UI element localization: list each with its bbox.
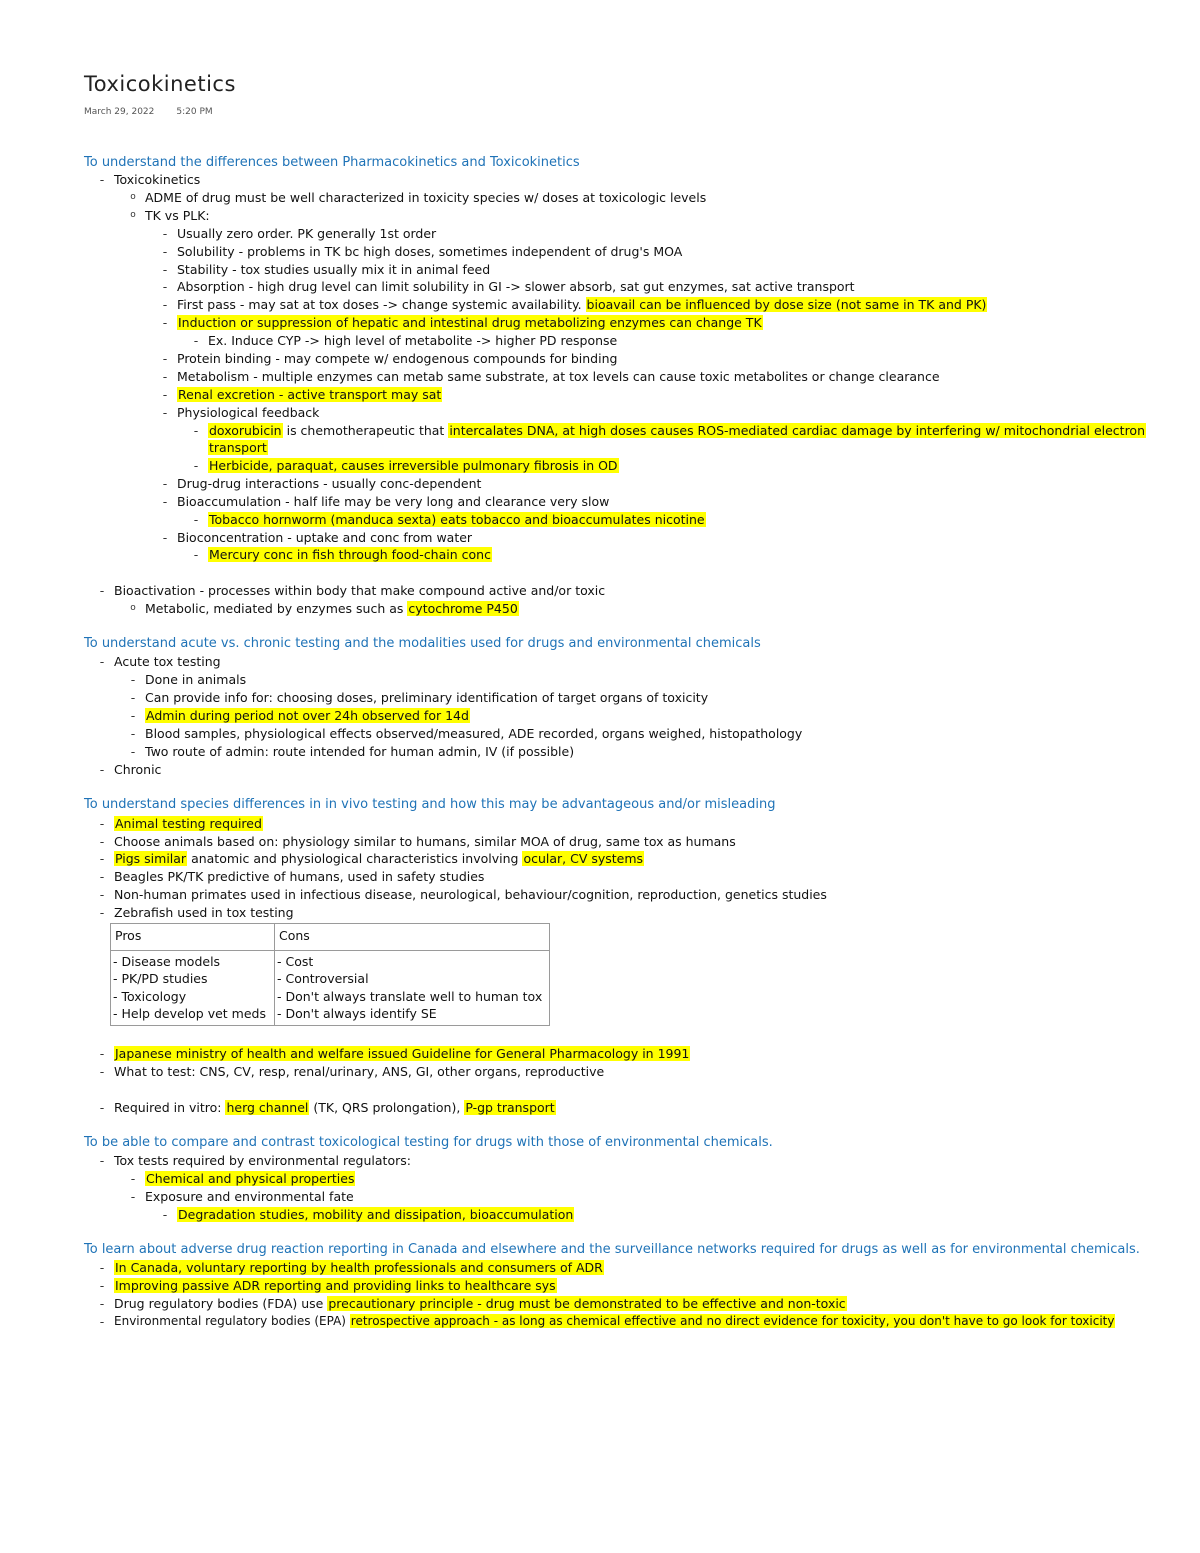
circle-bullet: o: [130, 210, 136, 220]
bullet: -: [99, 905, 105, 920]
pros-cell: [111, 950, 275, 1025]
list-item: Solubility - problems in TK bc high doses, sometimes independent of drug's MOA: [177, 244, 683, 259]
highlighted-text: Tobacco hornworm (manduca sexta) eats tobacco and bioaccumulates nicotine: [209, 512, 705, 527]
list-item: Tox tests required by environmental regulators:: [114, 1153, 411, 1168]
list-item: Acute tox testing: [114, 654, 221, 669]
cons-item: - Cost: [277, 953, 314, 969]
highlighted-text: precautionary principle - drug must be demonstrated to be effective and non-toxic: [328, 1296, 846, 1311]
section-heading-drugs-vs-environmental: To be able to compare and contrast toxicological testing for drugs with those of environmental chemicals.: [84, 1135, 773, 1150]
list-item: [114, 1259, 604, 1276]
list-item: [177, 386, 442, 403]
bullet: -: [99, 1314, 105, 1329]
highlighted-text: bioavail can be influenced by dose size (not same in TK and PK): [586, 297, 987, 312]
note-date: March 29, 2022: [84, 107, 155, 117]
highlighted-text: Admin during period not over 24h observed for 14d: [146, 708, 469, 723]
highlighted-text: Improving passive ADR reporting and providing links to healthcare sys: [115, 1278, 556, 1293]
bullet: -: [130, 1189, 136, 1204]
list-item: Physiological feedback: [177, 405, 320, 420]
list-item: Non-human primates used in infectious disease, neurological, behaviour/cognition, reproduction, genetics studies: [114, 887, 827, 902]
bullet: -: [162, 476, 168, 491]
list-item: [177, 296, 987, 313]
bullet: -: [162, 369, 168, 384]
list-item: Two route of admin: route intended for human admin, IV (if possible): [145, 744, 575, 759]
list-item: Drug-drug interactions - usually conc-dependent: [177, 476, 482, 491]
highlighted-text: intercalates DNA, at high doses causes ROS-mediated cardiac damage by interfering w/ mitochondrial electron: [449, 423, 1146, 438]
list-item-text: Metabolic, mediated by enzymes such as: [145, 601, 404, 616]
list-item: Protein binding - may compete w/ endogenous compounds for binding: [177, 351, 618, 366]
list-item: [114, 1295, 847, 1312]
note-timestamp: [84, 107, 213, 117]
bullet: -: [193, 333, 199, 348]
note-time: 5:20 PM: [176, 107, 213, 117]
bullet: -: [99, 851, 105, 866]
list-item: [177, 1206, 574, 1223]
list-item: Ex. Induce CYP -> high level of metabolite -> higher PD response: [208, 333, 618, 348]
bullet: -: [193, 423, 199, 438]
list-item-text: Drug regulatory bodies (FDA) use: [114, 1296, 324, 1311]
bullet: -: [193, 458, 199, 473]
page-title: Toxicokinetics: [84, 72, 236, 96]
pros-item: - Disease models: [113, 953, 221, 969]
highlighted-text: ocular, CV systems: [523, 851, 644, 866]
highlighted-text: Degradation studies, mobility and dissipation, bioaccumulation: [178, 1207, 574, 1222]
list-item: Absorption - high drug level can limit solubility in GI -> slower absorb, sat gut enzymes, sat active transport: [177, 279, 855, 294]
list-item: Zebrafish used in tox testing: [114, 905, 294, 920]
bullet: -: [162, 1207, 168, 1222]
list-item: [208, 546, 492, 563]
list-item: Blood samples, physiological effects observed/measured, ADE recorded, organs weighed, histopathology: [145, 726, 803, 741]
highlighted-text: Animal testing required: [115, 816, 262, 831]
list-item: [177, 314, 763, 331]
bullet: -: [130, 744, 136, 759]
section-heading-adr-reporting: To learn about adverse drug reaction reporting in Canada and elsewhere and the surveillance networks required for drugs as well as for environmental chemicals.: [84, 1242, 1140, 1257]
list-item: [114, 1277, 557, 1294]
list-item: ADME of drug must be well characterized in toxicity species w/ doses at toxicologic levels: [145, 190, 707, 205]
bullet: -: [99, 869, 105, 884]
bullet: -: [99, 583, 105, 598]
bullet: -: [99, 1064, 105, 1079]
highlighted-text: Mercury conc in fish through food-chain conc: [209, 547, 491, 562]
bullet: -: [99, 887, 105, 902]
list-item: [114, 1313, 1115, 1330]
bullet: -: [162, 226, 168, 241]
list-item-text: (TK, QRS prolongation),: [313, 1100, 461, 1115]
bullet: -: [99, 1046, 105, 1061]
list-item-text: Environmental regulatory bodies (EPA): [114, 1314, 346, 1328]
highlighted-text: retrospective approach - as long as chemical effective and no direct evidence for toxicity, you don't have to go look for toxicity: [350, 1314, 1115, 1328]
cons-item: - Controversial: [277, 971, 369, 986]
highlighted-text: transport: [209, 440, 267, 455]
bullet: -: [162, 494, 168, 509]
list-item: Usually zero order. PK generally 1st order: [177, 226, 437, 241]
cons-cell: [275, 950, 550, 1025]
list-item-continuation: [208, 439, 268, 456]
highlighted-text: P-gp transport: [465, 1100, 555, 1115]
list-item: What to test: CNS, CV, resp, renal/urinary, ANS, GI, other organs, reproductive: [114, 1064, 605, 1079]
cons-item: - Don't always translate well to human tox: [277, 988, 543, 1004]
list-item-text: Required in vitro:: [114, 1100, 222, 1115]
highlighted-text: herg channel: [226, 1100, 309, 1115]
bullet: -: [193, 512, 199, 527]
highlighted-text: Japanese ministry of health and welfare issued Guideline for General Pharmacology in 1991: [115, 1046, 690, 1061]
pros-item: - Help develop vet meds: [113, 1006, 266, 1021]
bullet: -: [130, 672, 136, 687]
bullet: -: [99, 1100, 105, 1115]
list-item: [114, 850, 644, 867]
highlighted-text: In Canada, voluntary reporting by health professionals and consumers of ADR: [115, 1260, 603, 1275]
list-item: TK vs PLK:: [145, 208, 210, 223]
cons-item: - Don't always identify SE: [277, 1006, 437, 1021]
highlighted-text: Pigs similar: [115, 851, 187, 866]
list-item: Bioconcentration - uptake and conc from water: [177, 530, 473, 545]
bullet: -: [162, 351, 168, 366]
table-header-row: [111, 924, 550, 951]
section-heading-pk-vs-tk: To understand the differences between Pharmacokinetics and Toxicokinetics: [84, 155, 580, 170]
list-item: Choose animals based on: physiology similar to humans, similar MOA of drug, same tox as humans: [114, 834, 736, 849]
bullet: -: [162, 405, 168, 420]
bullet: -: [99, 1278, 105, 1293]
pros-item: - Toxicology: [113, 988, 187, 1004]
table-header-cons: Cons: [275, 924, 550, 951]
list-item-text: First pass - may sat at tox doses -> change systemic availability.: [177, 297, 582, 312]
list-item: Stability - tox studies usually mix it in animal feed: [177, 262, 491, 277]
bullet: -: [162, 279, 168, 294]
list-item: Bioactivation - processes within body that make compound active and/or toxic: [114, 583, 606, 598]
bullet: -: [99, 1296, 105, 1311]
circle-bullet: o: [130, 192, 136, 202]
bullet: -: [162, 530, 168, 545]
list-item: Beagles PK/TK predictive of humans, used in safety studies: [114, 869, 485, 884]
highlighted-text: doxorubicin: [209, 423, 282, 438]
list-item: Exposure and environmental fate: [145, 1189, 354, 1204]
table-row: [111, 950, 550, 1025]
list-item: Chronic: [114, 762, 162, 777]
highlighted-text: cytochrome P450: [408, 601, 518, 616]
bullet: -: [130, 726, 136, 741]
bullet: -: [193, 547, 199, 562]
list-item: [114, 1045, 690, 1062]
bullet: -: [130, 690, 136, 705]
circle-bullet: o: [130, 603, 136, 613]
bullet: -: [162, 297, 168, 312]
bullet: -: [99, 1260, 105, 1275]
section-heading-species-differences: To understand species differences in in vivo testing and how this may be advantageous and/or misleading: [84, 797, 776, 812]
pros-item: - PK/PD studies: [113, 971, 208, 986]
list-item: [145, 600, 519, 617]
list-item: Toxicokinetics: [114, 172, 201, 187]
highlighted-text: Renal excretion - active transport may sat: [178, 387, 442, 402]
list-item: Bioaccumulation - half life may be very long and clearance very slow: [177, 494, 610, 509]
bullet: -: [99, 834, 105, 849]
bullet: -: [130, 708, 136, 723]
list-item: [145, 1170, 355, 1187]
bullet: -: [162, 387, 168, 402]
bullet: -: [162, 244, 168, 259]
pros-cons-table: [110, 923, 550, 1026]
list-item: [208, 422, 1146, 439]
bullet: -: [162, 315, 168, 330]
list-item: [208, 457, 619, 474]
list-item: [208, 511, 706, 528]
list-item-text: anatomic and physiological characteristics involving: [191, 851, 519, 866]
highlighted-text: Chemical and physical properties: [146, 1171, 355, 1186]
bullet: -: [99, 654, 105, 669]
bullet: -: [162, 262, 168, 277]
highlighted-text: Herbicide, paraquat, causes irreversible pulmonary fibrosis in OD: [209, 458, 618, 473]
bullet: -: [99, 816, 105, 831]
bullet: -: [99, 1153, 105, 1168]
bullet: -: [99, 762, 105, 777]
list-item: Can provide info for: choosing doses, preliminary identification of target organs of toxicity: [145, 690, 709, 705]
bullet: -: [99, 172, 105, 187]
list-item: Metabolism - multiple enzymes can metab same substrate, at tox levels can cause toxic metabolites or change clearance: [177, 369, 940, 384]
list-item: [114, 1099, 556, 1116]
list-item: [145, 707, 470, 724]
list-item: [114, 815, 263, 832]
table-header-pros: Pros: [111, 924, 275, 951]
highlighted-text: Induction or suppression of hepatic and intestinal drug metabolizing enzymes can change TK: [178, 315, 762, 330]
list-item: Done in animals: [145, 672, 247, 687]
section-heading-acute-vs-chronic: To understand acute vs. chronic testing and the modalities used for drugs and environmental chemicals: [84, 636, 761, 651]
list-item-text: is chemotherapeutic that: [286, 423, 445, 438]
bullet: -: [130, 1171, 136, 1186]
